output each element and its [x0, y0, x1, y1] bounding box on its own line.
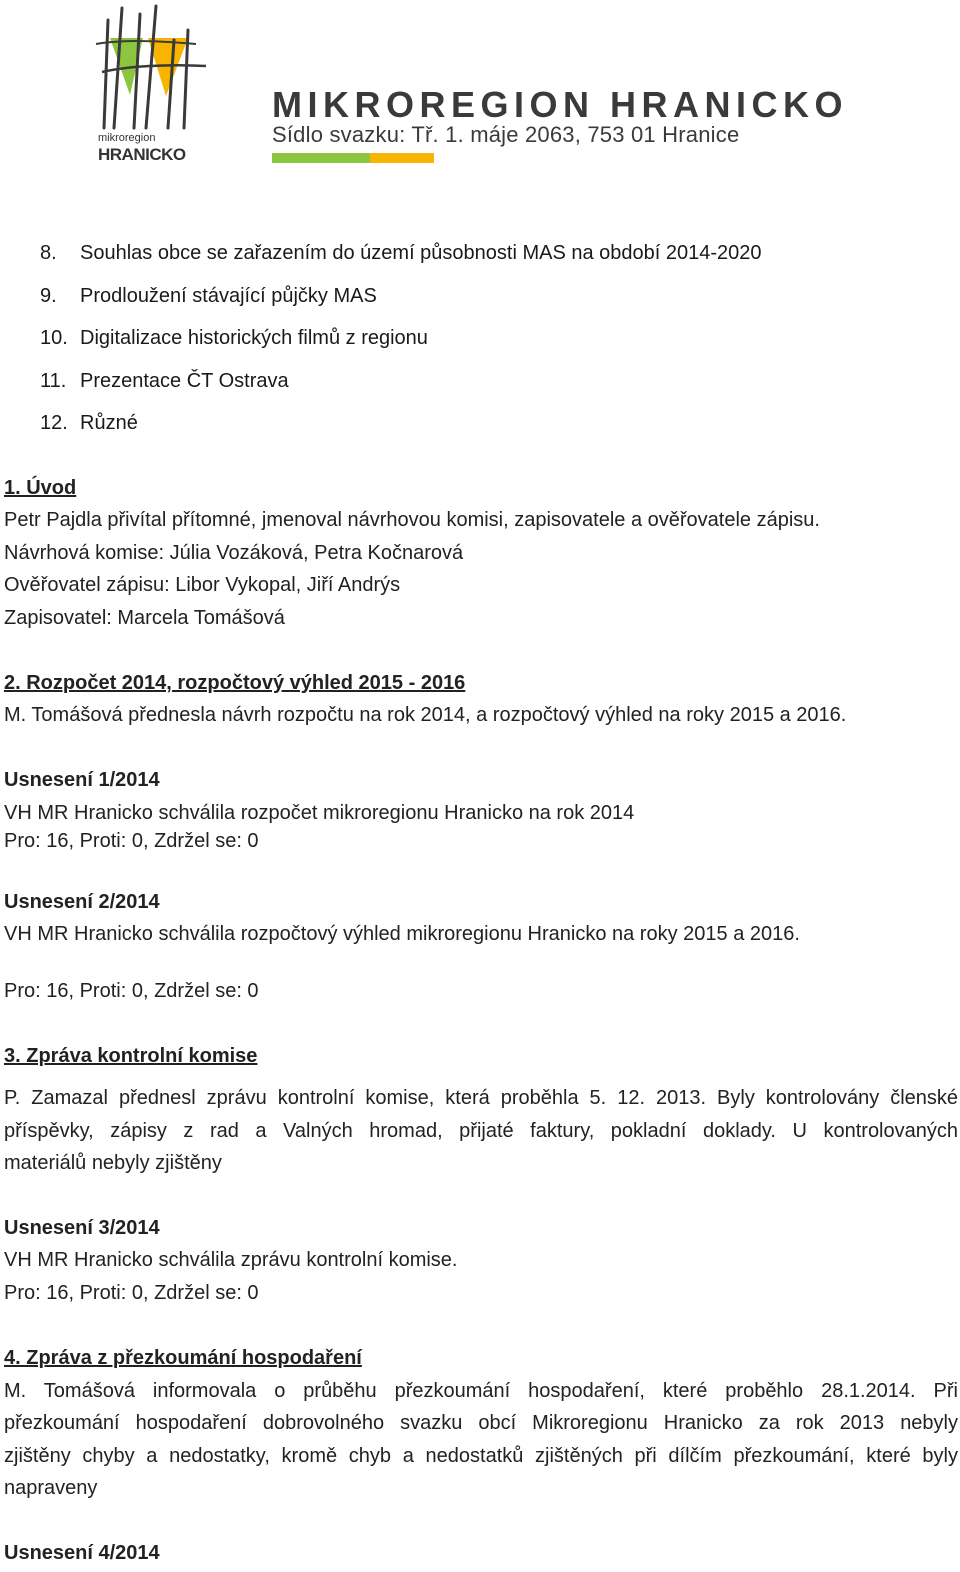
paragraph-line: příspěvky, zápisy z rad a Valných hromad, přijaté faktury, pokladní doklady. U kontrolovaných: [4, 1120, 958, 1142]
section-heading-rozpocet: 2. Rozpočet 2014, rozpočtový výhled 2015 - 2016: [4, 672, 466, 694]
paragraph-line: Ověřovatel zápisu: Libor Vykopal, Jiří Andrýs: [4, 574, 401, 596]
agenda-text: Digitalizace historických filmů z regionu: [80, 327, 428, 349]
logo-small-text: mikroregion: [98, 132, 156, 144]
agenda-item: [40, 412, 138, 435]
resolution-vote: Pro: 16, Proti: 0, Zdržel se: 0: [4, 980, 259, 1002]
agenda-item: [40, 242, 762, 265]
paragraph-line: Návrhová komise: Júlia Vozáková, Petra Kočnarová: [4, 542, 464, 564]
logo-big-text: HRANICKO: [98, 145, 186, 164]
agenda-number: 11.: [40, 370, 67, 392]
agenda-item: [40, 370, 289, 393]
paragraph-line: zjištěny chyby a nedostatky, kromě chyb a nedostatků zjištěných při dílčím přezkoumání, které byly: [4, 1445, 958, 1467]
resolution-title: Usnesení 1/2014: [4, 769, 160, 791]
agenda-number: 8.: [40, 242, 57, 264]
paragraph-line: Zapisovatel: Marcela Tomášová: [4, 607, 285, 629]
resolution-vote: Pro: 16, Proti: 0, Zdržel se: 0: [4, 1282, 259, 1304]
agenda-text: Různé: [80, 412, 138, 434]
paragraph-line: napraveny: [4, 1477, 98, 1499]
resolution-vote: Pro: 16, Proti: 0, Zdržel se: 0: [4, 830, 259, 852]
agenda-text: Prezentace ČT Ostrava: [80, 370, 289, 392]
resolution-title: Usnesení 4/2014: [4, 1542, 160, 1564]
paragraph-line: přezkoumání hospodaření dobrovolného svazku obcí Mikroregionu Hranicko za rok 2013 nebyly: [4, 1412, 958, 1434]
mikroregion-logo: [88, 0, 218, 170]
logo-mark-icon: [88, 0, 218, 140]
agenda-text: Prodloužení stávající půjčky MAS: [80, 285, 377, 307]
agenda-number: 10.: [40, 327, 68, 349]
agenda-number: 12.: [40, 412, 68, 434]
paragraph-line: Petr Pajdla přivítal přítomné, jmenoval návrhovou komisi, zapisovatele a ověřovatele zápisu.: [4, 509, 820, 531]
resolution-text: VH MR Hranicko schválila rozpočtový výhled mikroregionu Hranicko na roky 2015 a 2016.: [4, 923, 800, 945]
agenda-text: Souhlas obce se zařazením do území působnosti MAS na období 2014-2020: [80, 242, 762, 264]
paragraph-line: M. Tomášová informovala o průběhu přezkoumání hospodaření, které proběhlo 28.1.2014. Při: [4, 1380, 958, 1402]
paragraph-line: materiálů nebyly zjištěny: [4, 1152, 222, 1174]
section-heading-prezkoumani: 4. Zpráva z přezkoumání hospodaření: [4, 1347, 362, 1369]
agenda-item: [40, 327, 428, 350]
paragraph-line: P. Zamazal přednesl zprávu kontrolní komise, která proběhla 5. 12. 2013. Byly kontrolovány členské: [4, 1087, 958, 1109]
resolution-text: VH MR Hranicko schválila zprávu kontrolní komise.: [4, 1249, 458, 1271]
resolution-text: VH MR Hranicko schválila rozpočet mikroregionu Hranicko na rok 2014: [4, 802, 635, 824]
brand-bar-yellow: [370, 153, 434, 163]
resolution-title: Usnesení 2/2014: [4, 891, 160, 913]
brand-color-bar: [272, 153, 434, 163]
organization-title: MIKROREGION HRANICKO: [272, 84, 848, 125]
paragraph-line: M. Tomášová přednesla návrh rozpočtu na rok 2014, a rozpočtový výhled na roky 2015 a 2016.: [4, 704, 847, 726]
agenda-item: [40, 285, 377, 308]
section-heading-kontrolni-komise: 3. Zpráva kontrolní komise: [4, 1045, 258, 1067]
resolution-title: Usnesení 3/2014: [4, 1217, 160, 1239]
agenda-number: 9.: [40, 285, 57, 307]
section-heading-uvod: 1. Úvod: [4, 477, 77, 499]
organization-address: Sídlo svazku: Tř. 1. máje 2063, 753 01 Hranice: [272, 122, 740, 147]
brand-bar-green: [272, 153, 370, 163]
